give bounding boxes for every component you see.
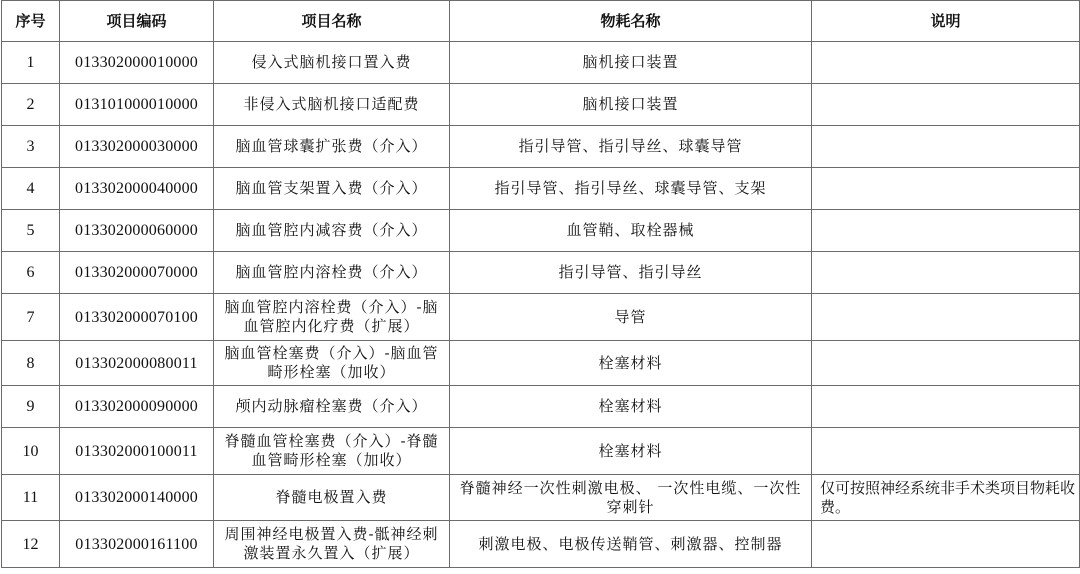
row-code: 013302000140000 — [60, 475, 214, 521]
row-code: 013302000060000 — [60, 210, 214, 252]
row-note — [812, 521, 1080, 568]
row-no: 1 — [2, 42, 60, 84]
table-row — [2, 168, 1080, 210]
row-name: 非侵入式脑机接口适配费 — [214, 84, 450, 126]
header-name: 项目名称 — [214, 1, 450, 42]
table-row — [2, 428, 1080, 475]
row-name: 脑血管腔内溶栓费（介入） — [214, 252, 450, 294]
row-note: 仅可按照神经系统非手术类项目物耗收费。 — [812, 475, 1080, 521]
row-name: 脑血管球囊扩张费（介入） — [214, 126, 450, 168]
row-name: 脊髓电极置入费 — [214, 475, 450, 521]
row-code: 013302000010000 — [60, 42, 214, 84]
row-name: 脑血管腔内减容费（介入） — [214, 210, 450, 252]
row-material: 脑机接口装置 — [450, 84, 812, 126]
row-material: 脑机接口装置 — [450, 42, 812, 84]
fee-table — [1, 0, 1080, 568]
header-material: 物耗名称 — [450, 1, 812, 42]
table-row — [2, 341, 1080, 386]
row-code: 013302000100011 — [60, 428, 214, 475]
row-note — [812, 42, 1080, 84]
row-code: 013302000030000 — [60, 126, 214, 168]
table-row — [2, 475, 1080, 521]
table-row — [2, 210, 1080, 252]
row-note — [812, 210, 1080, 252]
row-material: 栓塞材料 — [450, 428, 812, 475]
row-no: 3 — [2, 126, 60, 168]
table-row — [2, 126, 1080, 168]
row-no: 4 — [2, 168, 60, 210]
row-material: 指引导管、指引导丝 — [450, 252, 812, 294]
row-name: 侵入式脑机接口置入费 — [214, 42, 450, 84]
row-material: 导管 — [450, 294, 812, 341]
row-note — [812, 341, 1080, 386]
row-code: 013302000070100 — [60, 294, 214, 341]
row-code: 013302000080011 — [60, 341, 214, 386]
header-row — [2, 1, 1080, 42]
row-code: 013302000161100 — [60, 521, 214, 568]
row-code: 013302000070000 — [60, 252, 214, 294]
row-note — [812, 294, 1080, 341]
row-note — [812, 428, 1080, 475]
row-note — [812, 84, 1080, 126]
row-no: 12 — [2, 521, 60, 568]
table-row — [2, 42, 1080, 84]
row-name: 颅内动脉瘤栓塞费（介入） — [214, 386, 450, 428]
row-material: 血管鞘、取栓器械 — [450, 210, 812, 252]
row-no: 8 — [2, 341, 60, 386]
row-material: 指引导管、指引导丝、球囊导管 — [450, 126, 812, 168]
row-no: 10 — [2, 428, 60, 475]
row-name: 脑血管腔内溶栓费（介入）-脑血管腔内化疗费（扩展） — [214, 294, 450, 341]
row-code: 013101000010000 — [60, 84, 214, 126]
header-code: 项目编码 — [60, 1, 214, 42]
table-row — [2, 386, 1080, 428]
row-note — [812, 126, 1080, 168]
row-material: 脊髓神经一次性刺激电极、 一次性电缆、一次性穿刺针 — [450, 475, 812, 521]
row-no: 6 — [2, 252, 60, 294]
row-material: 指引导管、指引导丝、球囊导管、支架 — [450, 168, 812, 210]
row-code: 013302000090000 — [60, 386, 214, 428]
row-name: 周围神经电极置入费-骶神经刺激装置永久置入（扩展） — [214, 521, 450, 568]
row-no: 5 — [2, 210, 60, 252]
header-no: 序号 — [2, 1, 60, 42]
row-note — [812, 252, 1080, 294]
row-no: 11 — [2, 475, 60, 521]
header-note: 说明 — [812, 1, 1080, 42]
row-code: 013302000040000 — [60, 168, 214, 210]
row-note — [812, 168, 1080, 210]
row-note — [812, 386, 1080, 428]
table-row — [2, 294, 1080, 341]
row-name: 脊髓血管栓塞费（介入）-脊髓血管畸形栓塞（加收） — [214, 428, 450, 475]
table-row — [2, 521, 1080, 568]
row-no: 9 — [2, 386, 60, 428]
row-material: 栓塞材料 — [450, 341, 812, 386]
row-material: 刺激电极、电极传送鞘管、刺激器、控制器 — [450, 521, 812, 568]
row-no: 7 — [2, 294, 60, 341]
table-row — [2, 84, 1080, 126]
row-material: 栓塞材料 — [450, 386, 812, 428]
table-row — [2, 252, 1080, 294]
row-no: 2 — [2, 84, 60, 126]
row-name: 脑血管支架置入费（介入） — [214, 168, 450, 210]
row-name: 脑血管栓塞费（介入）-脑血管畸形栓塞（加收） — [214, 341, 450, 386]
